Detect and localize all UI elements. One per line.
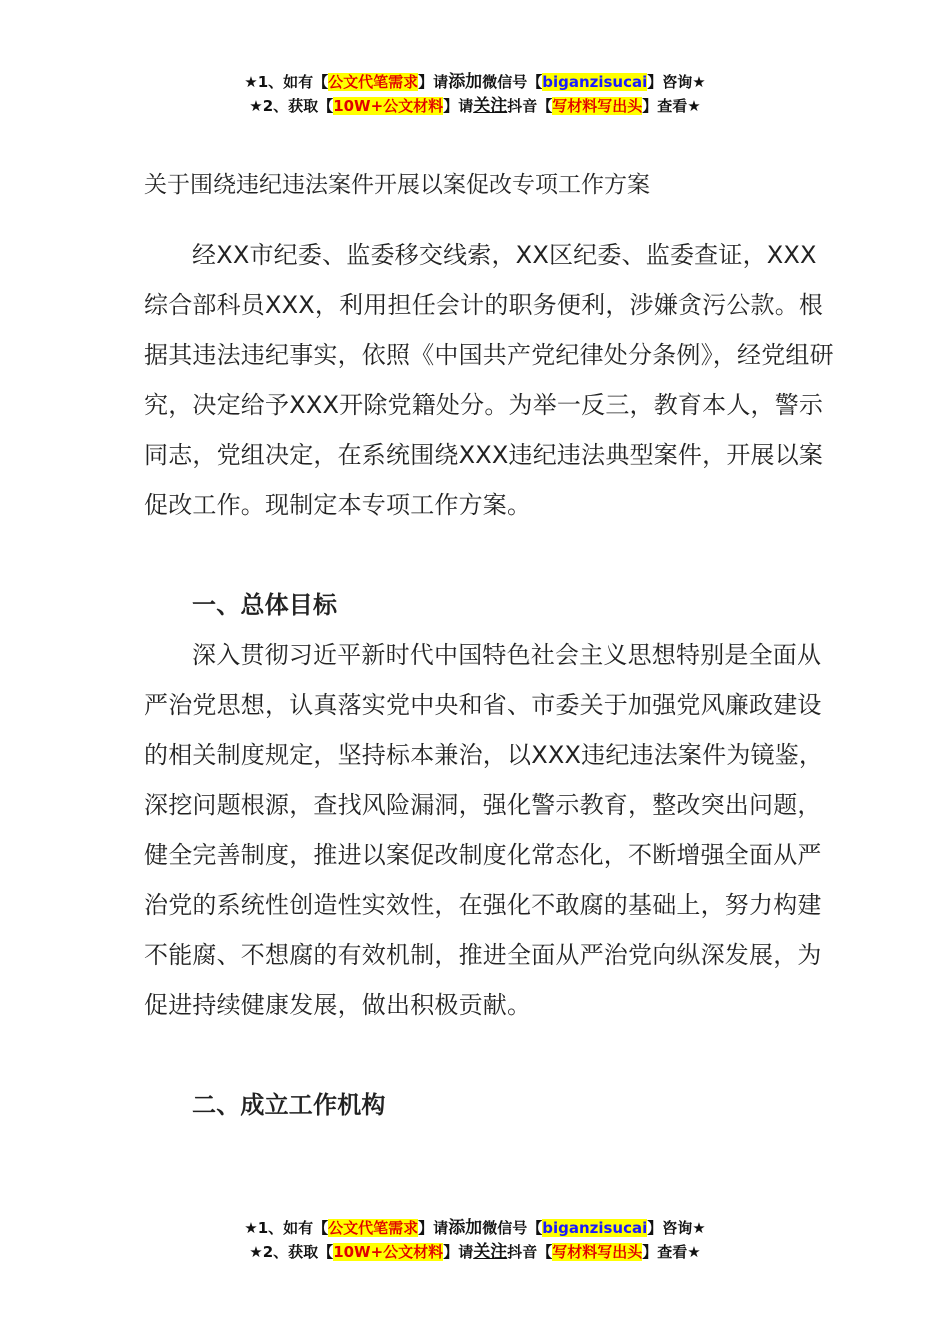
wechat-id[interactable]: biganzisucai [542,1219,648,1237]
bottom-banner [0,1216,950,1264]
douyin-account[interactable]: 写材料写出头 [552,1243,643,1261]
banner-line-2: ★2、获取【10W+公文材料】请关注抖音【写材料写出头】查看★ [249,1242,701,1262]
document-title: 关于围绕违纪违法案件开展以案促改专项工作方案 [144,172,650,198]
service-highlight: 公文代笔需求 [328,1219,419,1237]
banner-line-1: ★1、如有【公文代笔需求】请添加微信号【biganzisucai】咨询★ [244,72,706,92]
section-2-heading: 二、成立工作机构 [192,1091,386,1119]
banner-line-2: ★2、获取【10W+公文材料】请关注抖音【写材料写出头】查看★ [249,96,701,116]
materials-highlight: 10W+公文材料 [333,1243,444,1261]
section-1-paragraph: 深入贯彻习近平新时代中国特色社会主义思想特别是全面从严治党思想，认真落实党中央和省、市委关于加强党风廉政建设的相关制度规定，坚持标本兼治，以XXX违纪违法案件为镜鉴，深挖问题根源，查找风险漏洞，强化警示教育，整改突出问题，健全完善制度，推进以案促改制度化常态化，不断增强全面从严治党的系统性创造性实效性，在强化不敢腐的基础上，努力构建不能腐、不想腐的有效机制，推进全面从严治党向纵深发展，为促进持续健康发展，做出积极贡献。 [144,641,824,1019]
section-1-heading: 一、总体目标 [192,591,338,619]
intro-paragraph: 经XX市纪委、监委移交线索，XX区纪委、监委查证，XXX综合部科员XXX，利用担任会计的职务便利，涉嫌贪污公款。根据其违法违纪事实，依照《中国共产党纪律处分条例》，经党组研究，决定给予XXX开除党籍处分。为举一反三，教育本人，警示同志，党组决定，在系统围绕XXX违纪违法典型案件，开展以案促改工作。现制定本专项工作方案。 [144,241,834,519]
service-highlight: 公文代笔需求 [328,73,419,91]
top-banner [0,70,950,118]
materials-highlight: 10W+公文材料 [333,97,444,115]
wechat-id[interactable]: biganzisucai [542,73,648,91]
douyin-account[interactable]: 写材料写出头 [552,97,643,115]
banner-line-1: ★1、如有【公文代笔需求】请添加微信号【biganzisucai】咨询★ [244,1218,706,1238]
